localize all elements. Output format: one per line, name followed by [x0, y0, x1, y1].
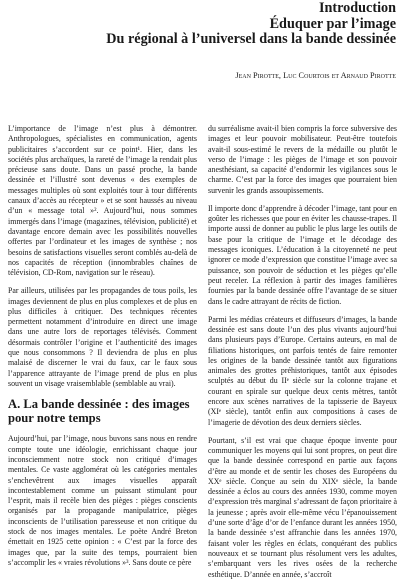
chapter-heading: Introduction [319, 0, 396, 16]
paragraph: Pourtant, s’il est vrai que chaque époque invente pour communiquer les moyens qui lui sont propres, on peut dire que la bande dessinée correspond en partie aux façons d’être au monde et de sentir les choses des Européens du XXᵉ siècle. Conçue au sein du XIXᵉ siècle, la bande dessinée a éclos au cours des années 1930, comme moyen d’expression très marginal s’adressant de façon prioritaire à la jeunesse ; après avoir elle-même vécu l’épanouissement d’une sorte d’âge d’or de l’enfance durant les années 1950, la bande dessinée s’est affranchie dans les années 1970, faisant voler les règles en éclats, conquérant des publics nouveaux et se tournant plus résolument vers les adultes, s’embarquant vers les rives osées de la recherche esthétique. D’année en année, s’accroît [208, 435, 397, 579]
paragraph: Par ailleurs, utilisées par les propagandes de tous poils, les images deviennent de plus en plus complexes et de plus en plus difficiles à critiquer. Des techniques récentes permettent notamment d’introduire en direct une image dans une autre lors de reportages télévisés. Comment désormais contrôler l’origine et l’authenticité des images que nous consommons ? Il deviendra de plus en plus malaisé de discerner le vrai du faux, car le faux sous l’apparence attrayante de l’image prend de plus en plus souvent un visage vraisemblable (semblable au vrai). [8, 286, 197, 388]
paragraph: L’importance de l’image n’est plus à démontrer. Anthropologues, spécialistes en communication, agents publicitaires s’accordent sur ce point¹. Hier, dans les sociétés plus archaïques, la rareté de l’image la rendait plus précieuse sans doute. Dans un passé proche, la bande dessinée et l’illustré sont devenus « des exemples de messages multiples où sont exploités tour à tour différents canaux d’accès au récepteur » et se sont haussés au niveau d’un « message total »². Aujourd’hui, nous sommes immergés dans l’image (magazines, télévision, publicité) et davantage encore demain avec les possibilités nouvelles offertes par l’ordinateur et les images de synthèse ; nos besoins de satisfactions visuelles seront comblés au-delà de nos capacités de réception (innombrables chaînes de télévision, CD-Rom, navigation sur le réseau). [8, 124, 197, 278]
left-column [8, 124, 197, 576]
authors-names: Jean Pirotte, Luc Courtois et Arnaud Pirotte [235, 71, 396, 80]
paragraph: Aujourd’hui, par l’image, nous buvons sans nous en rendre compte toute une idéologie, enrichissant chaque jour inconsciemment notre stock non critiqué d’images mentales. Ce vaste agglomérat où les catégories mentales s’enchevêtrent aux images visuelles apparaît incontestablement comme un puissant stimulant pour l’esprit, mais il recèle bien des pièges : pièges conscients organisés par la propagande manipulatrice, pièges inconscients de l’utilisation paresseuse et non critique du stock de nos images mentales. Le poète André Breton émettait en 1925 cette opinion : « C’est par la force des images que, par la suite des temps, pourraient bien s’accomplir les « vraies révolutions »³. Sans doute ce père [8, 434, 197, 567]
right-column [208, 124, 397, 588]
authors-line [235, 71, 396, 80]
chapter-header [106, 1, 396, 48]
chapter-subtitle: Du régional à l’universel dans la bande dessinée [106, 31, 396, 48]
paragraph: Parmi les médias créateurs et diffuseurs d’images, la bande dessinée est sans doute l’un des plus vivants aujourd’hui dans plusieurs pays d’Europe. Certains auteurs, en mal de filiations historiques, ont parfois tentés de faire remonter les origines de la bande dessinée tantôt aux figurations animales des grottes préhistoriques, tantôt aux épisodes sculptés au début du IIᵉ siècle sur la colonne trajane et courant en spirale sur quelque deux cents mètres, tantôt encore aux scènes narratives de la tapisserie de Bayeux (XIᵉ siècle), tantôt enfin aux compositions à cases de l’imagerie de dévotion des deux derniers siècles. [208, 314, 397, 427]
section-heading: A. La bande dessinée : des images pour notre temps [8, 397, 190, 425]
paragraph: Il importe donc d’apprendre à décoder l’image, tant pour en goûter les richesses que pour en éviter les chausse-trapes. Il importe aussi de donner au public le plus large les outils de base pour la critique de l’image et le décodage des messages iconiques. L’éducation à la citoyenneté ne peut ignorer ce mode d’expression que constitue l’image avec sa puissance, son pouvoir de séduction et les pièges qu’elle peut receler. La réflexion à partir des images familières fournies par la bande dessinée offre l’avantage de se situer dans le cadre attrayant de récits de fiction. [208, 203, 397, 306]
chapter-title: Éduquer par l’image [269, 15, 396, 32]
paragraph: du surréalisme avait-il bien compris la force subversive des images et leur pouvoir mobilisateur. Peut-être toutefois avait-il sous-estimé le revers de la médaille ou plutôt le verso de l’image : les pièges de l’image et son pouvoir anesthésiant, sa capacité d’endormir les vigilances sous le charme. C’est par la force des images que pourraient bien survenir les grands assoupissements. [208, 124, 397, 195]
